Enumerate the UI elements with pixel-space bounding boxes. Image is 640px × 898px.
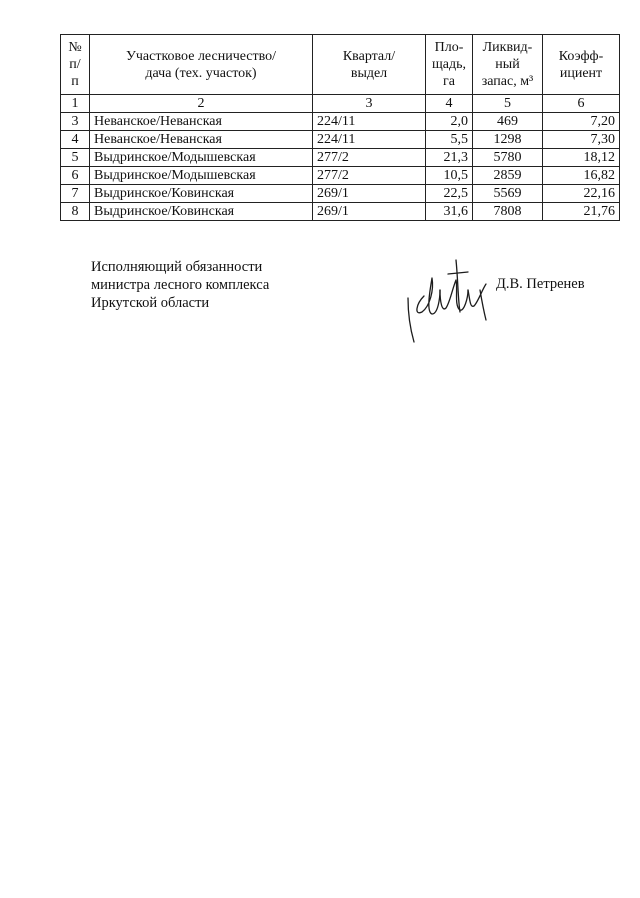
row-number: 4 xyxy=(61,131,90,149)
header-stock-line-3: запас, м³ xyxy=(481,74,534,89)
header-num-line-2: п/ xyxy=(69,57,81,72)
table-row xyxy=(61,167,620,185)
row-number: 6 xyxy=(61,167,90,185)
row-forestry: Неванское/Неванская xyxy=(90,113,313,131)
header-coef-line-1: Коэфф- xyxy=(558,48,604,64)
table-body xyxy=(61,95,620,221)
header-forestry-line-2: дача (тех. участок) xyxy=(145,65,257,81)
row-forestry: Выдринское/Ковинская xyxy=(90,185,313,203)
row-stock: 5780 xyxy=(473,149,543,167)
row-quarter: 277/2 xyxy=(313,167,426,185)
row-number: 3 xyxy=(61,113,90,131)
header-num-line-3: п xyxy=(71,74,79,89)
header-area xyxy=(426,35,473,95)
header-area-line-3: га xyxy=(443,74,455,89)
forest-plots-table xyxy=(60,34,620,221)
header-stock xyxy=(473,35,543,95)
row-coefficient: 21,76 xyxy=(543,203,620,221)
header-forestry xyxy=(90,35,313,95)
row-coefficient: 7,30 xyxy=(543,131,620,149)
row-forestry: Выдринское/Модышевская xyxy=(90,167,313,185)
table-row xyxy=(61,113,620,131)
row-quarter: 269/1 xyxy=(313,185,426,203)
signatory-title-line: министра лесного комплекса xyxy=(91,277,270,293)
signatory-title-line: Исполняющий обязанности xyxy=(91,259,263,275)
row-number: 5 xyxy=(61,149,90,167)
row-area: 10,5 xyxy=(426,167,473,185)
row-stock: 2859 xyxy=(473,167,543,185)
row-forestry: Выдринское/Модышевская xyxy=(90,149,313,167)
row-quarter: 269/1 xyxy=(313,203,426,221)
header-forestry-line-1: Участковое лесничество/ xyxy=(125,48,277,64)
row-area: 31,6 xyxy=(426,203,473,221)
header-area-line-1: Пло- xyxy=(434,40,464,55)
column-number: 1 xyxy=(61,95,90,113)
header-area-line-2: щадь, xyxy=(431,57,466,72)
signatory-title-line: Иркутской области xyxy=(91,295,210,311)
row-area: 21,3 xyxy=(426,149,473,167)
row-stock: 5569 xyxy=(473,185,543,203)
column-number-row xyxy=(61,95,620,113)
header-coef xyxy=(543,35,620,95)
row-stock: 7808 xyxy=(473,203,543,221)
row-area: 5,5 xyxy=(426,131,473,149)
signature-icon xyxy=(404,250,500,346)
row-stock: 1298 xyxy=(473,131,543,149)
row-area: 22,5 xyxy=(426,185,473,203)
row-coefficient: 7,20 xyxy=(543,113,620,131)
row-number: 7 xyxy=(61,185,90,203)
column-number: 2 xyxy=(90,95,313,113)
row-coefficient: 18,12 xyxy=(543,149,620,167)
header-coef-line-2: ициент xyxy=(559,65,603,81)
table-row xyxy=(61,185,620,203)
row-quarter: 224/11 xyxy=(313,113,426,131)
row-quarter: 224/11 xyxy=(313,131,426,149)
column-number: 6 xyxy=(543,95,620,113)
row-area: 2,0 xyxy=(426,113,473,131)
header-row xyxy=(61,35,620,95)
header-stock-line-2: ный xyxy=(495,57,520,72)
signatory-name: Д.В. Петренев xyxy=(496,276,585,292)
column-number: 4 xyxy=(426,95,473,113)
row-quarter: 277/2 xyxy=(313,149,426,167)
table-row xyxy=(61,131,620,149)
row-number: 8 xyxy=(61,203,90,221)
row-forestry: Неванское/Неванская xyxy=(90,131,313,149)
column-number: 3 xyxy=(313,95,426,113)
row-coefficient: 22,16 xyxy=(543,185,620,203)
table-row xyxy=(61,203,620,221)
signatory-title xyxy=(91,258,269,312)
column-number: 5 xyxy=(473,95,543,113)
row-forestry: Выдринское/Ковинская xyxy=(90,203,313,221)
table-row xyxy=(61,149,620,167)
row-stock: 469 xyxy=(473,113,543,131)
header-quarter xyxy=(313,35,426,95)
header-num xyxy=(61,35,90,95)
header-quarter-line-2: выдел xyxy=(350,65,388,81)
header-stock-line-1: Ликвид- xyxy=(482,40,533,55)
row-coefficient: 16,82 xyxy=(543,167,620,185)
header-quarter-line-1: Квартал/ xyxy=(342,48,396,64)
table-header xyxy=(61,35,620,95)
header-num-line-1: № xyxy=(68,40,82,55)
